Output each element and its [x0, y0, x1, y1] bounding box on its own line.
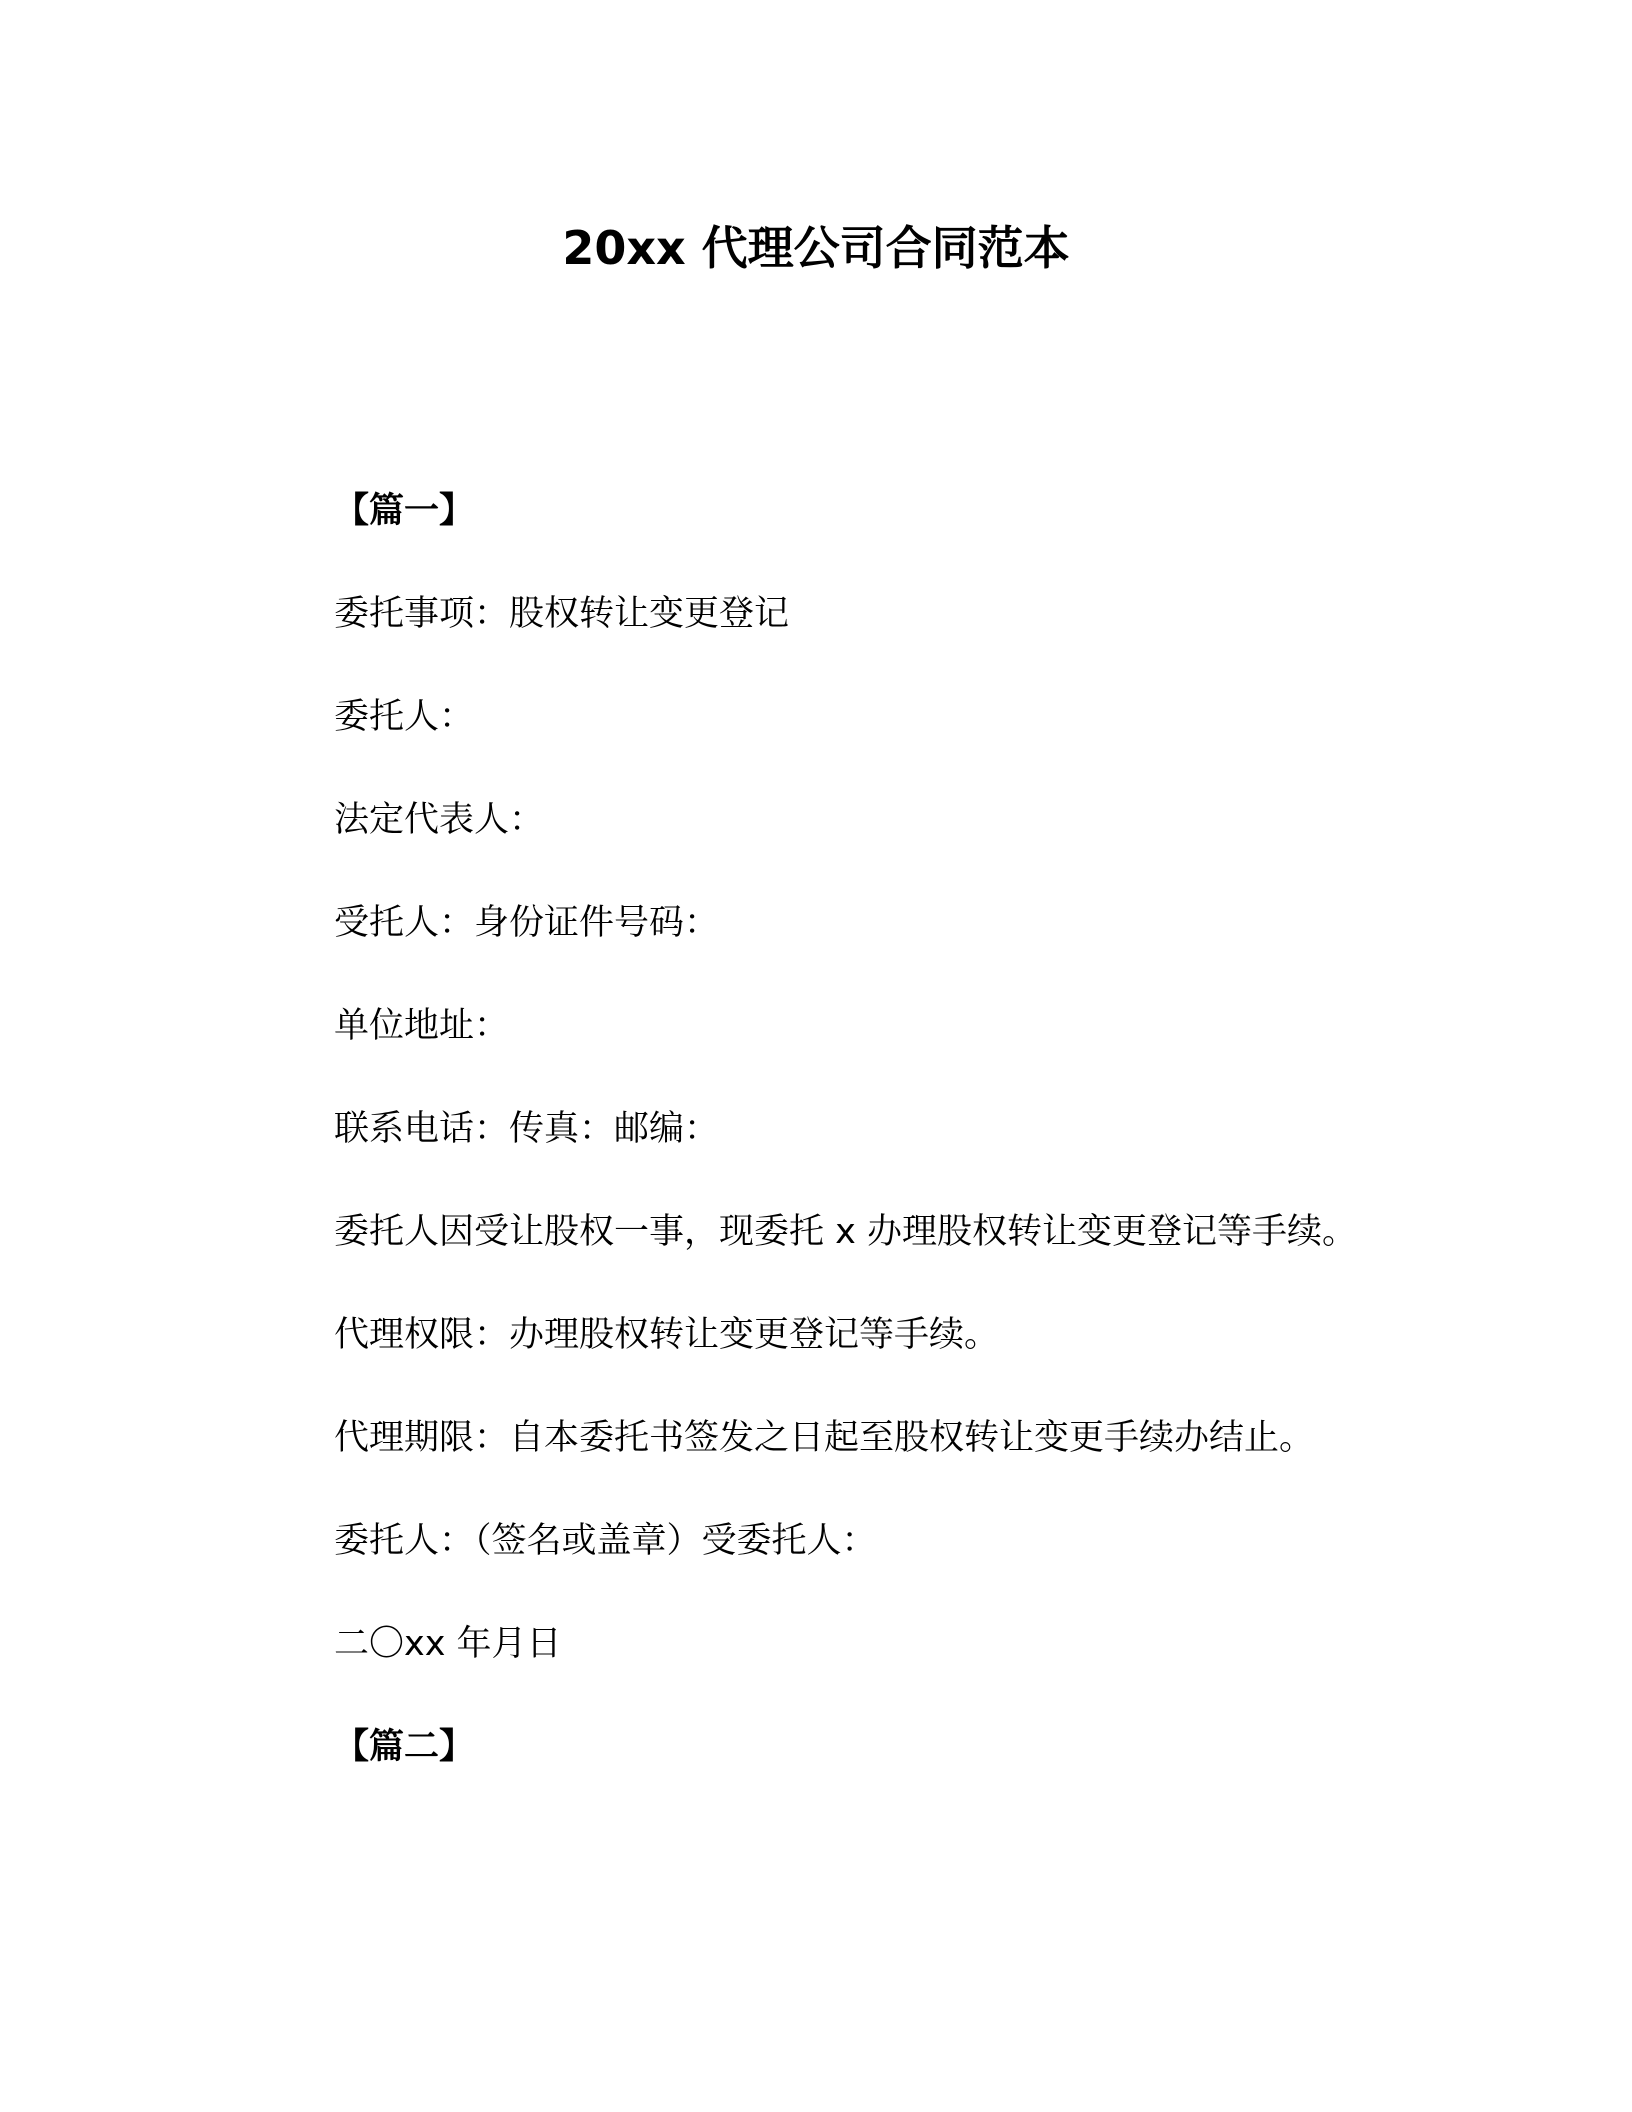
- principal-line: 委托人：: [334, 697, 475, 737]
- entrusted-matter-line: 委托事项：股权转让变更登记: [334, 594, 790, 634]
- entrustment-statement-line: 委托人因受让股权一事，现委托 x 办理股权转让变更登记等手续。: [334, 1212, 1357, 1252]
- date-line: 二〇xx 年月日: [334, 1624, 562, 1664]
- document-body: [334, 490, 1574, 1829]
- agency-period-line: 代理期限：自本委托书签发之日起至股权转让变更手续办结止。: [334, 1418, 1315, 1458]
- company-address-line: 单位地址：: [334, 1006, 510, 1046]
- section-heading-1: 【篇一】: [334, 491, 475, 531]
- agency-authority-line: 代理权限：办理股权转让变更登记等手续。: [334, 1315, 1000, 1355]
- contact-line: 联系电话：传真：邮编：: [334, 1109, 720, 1149]
- document-title: 20xx 代理公司合同范本: [562, 221, 1070, 275]
- agent-id-line: 受托人：身份证件号码：: [334, 903, 720, 943]
- section-heading-2: 【篇二】: [334, 1727, 475, 1767]
- legal-representative-line: 法定代表人：: [334, 800, 545, 840]
- signature-line: 委托人：（签名或盖章）受委托人：: [334, 1521, 877, 1561]
